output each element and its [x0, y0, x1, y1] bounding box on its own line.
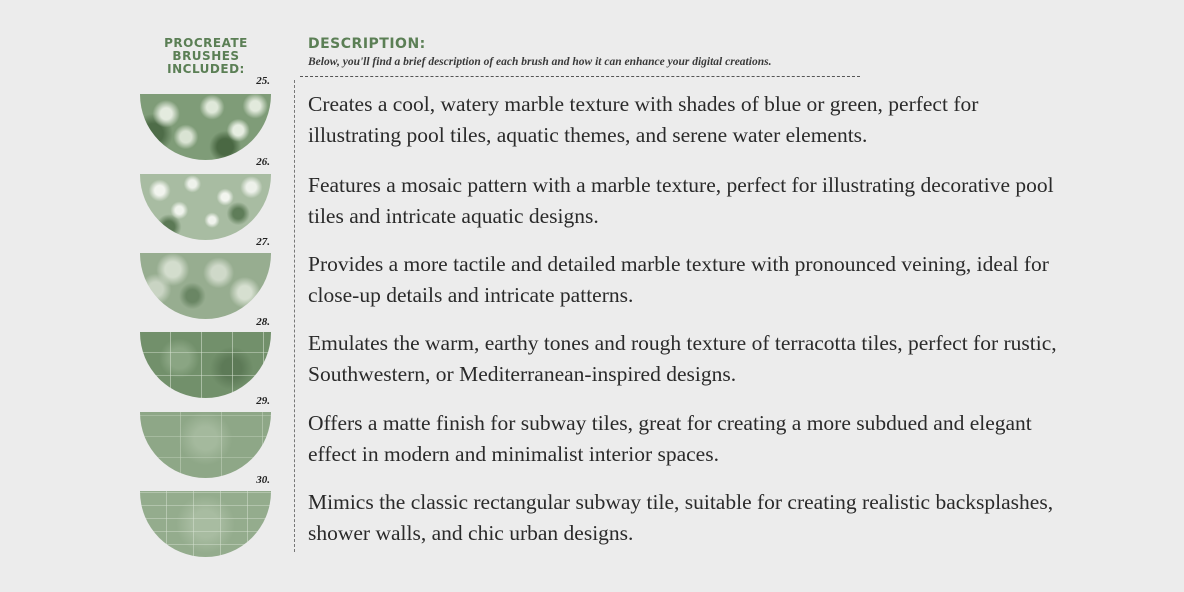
brushes-included-heading: [138, 37, 274, 76]
brush-swatch-28: [140, 332, 271, 398]
description-subtitle: Below, you'll find a brief description of each brush and how it can enhance your digital creations.: [308, 56, 772, 68]
brush-description-25: Creates a cool, watery marble texture with shades of blue or green, perfect for illustrating pool tiles, aquatic themes, and serene water elements.: [308, 92, 979, 147]
description-heading: DESCRIPTION:: [308, 36, 426, 52]
brush-description-29: Offers a matte finish for subway tiles, great for creating a more subdued and elegant effect in modern and minimalist interior spaces.: [308, 411, 1032, 466]
brush-number-29: 29.: [256, 395, 270, 407]
brushes-heading-line-2: BRUSHES INCLUDED:: [167, 49, 245, 76]
brush-swatch-27: [140, 253, 271, 319]
column-divider: [294, 80, 295, 552]
brushes-heading-line-1: PROCREATE: [164, 36, 248, 50]
brush-swatch-25: [140, 94, 271, 160]
brush-description-27: Provides a more tactile and detailed marble texture with pronounced veining, ideal for close-up details and intricate patterns.: [308, 252, 1049, 307]
brush-number-25: 25.: [256, 75, 270, 87]
brush-swatch-30: [140, 491, 271, 557]
brush-description-30: Mimics the classic rectangular subway tile, suitable for creating realistic backsplashes, shower walls, and chic urban designs.: [308, 490, 1054, 545]
brush-description-28: Emulates the warm, earthy tones and rough texture of terracotta tiles, perfect for rustic, Southwestern, or Mediterranean-inspired designs.: [308, 331, 1057, 386]
brush-number-30: 30.: [256, 474, 270, 486]
brush-number-26: 26.: [256, 156, 270, 168]
brush-number-27: 27.: [256, 236, 270, 248]
brush-description-26: Features a mosaic pattern with a marble texture, perfect for illustrating decorative pool tiles and intricate aquatic designs.: [308, 173, 1054, 228]
heading-divider: [300, 76, 860, 77]
brush-number-28: 28.: [256, 316, 270, 328]
brush-swatch-29: [140, 412, 271, 478]
brush-swatch-26: [140, 174, 271, 240]
